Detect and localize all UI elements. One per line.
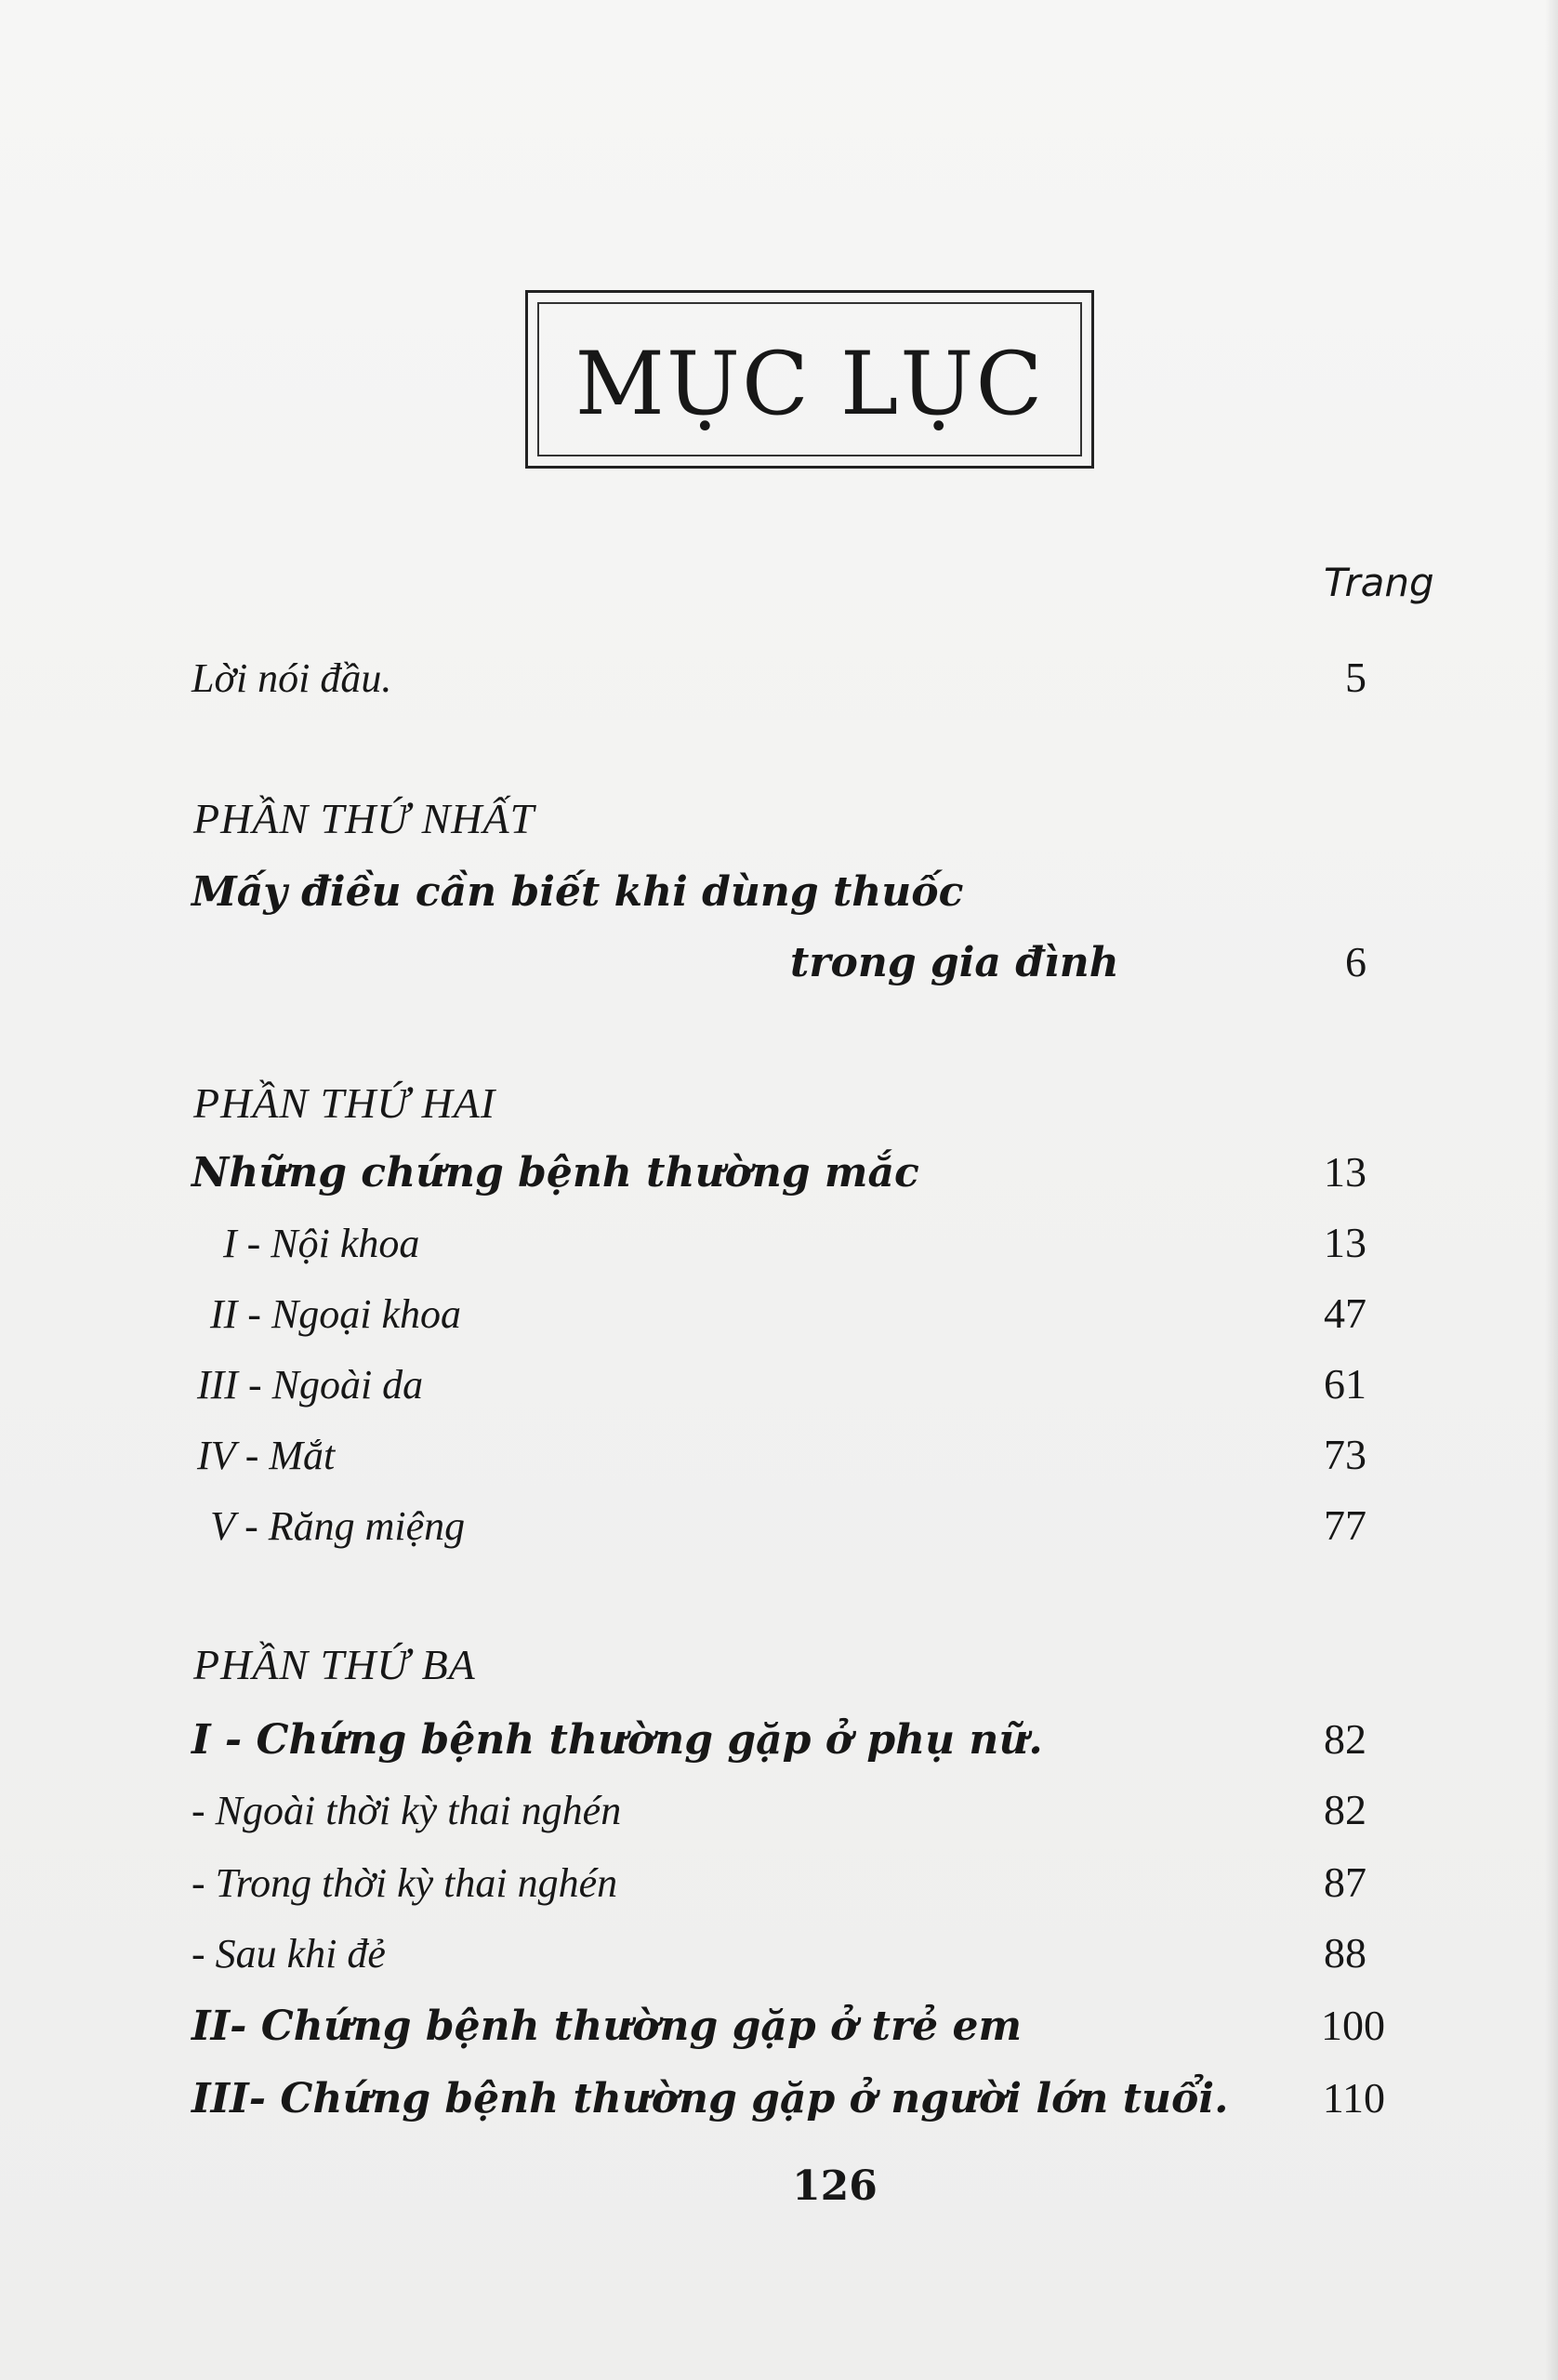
toc-entry: - Sau khi đẻ: [191, 1931, 386, 1977]
toc-entry: I - Chứng bệnh thường gặp ở phụ nữ.: [191, 1716, 1043, 1764]
toc-page-number: 82: [1324, 1786, 1367, 1833]
toc-page-number: 6: [1345, 938, 1367, 985]
page-title: MỤC LỤC: [574, 334, 1045, 435]
page-column-header: Trang: [1324, 560, 1434, 605]
toc-page-number: 13: [1324, 1148, 1367, 1196]
toc-entry: Mấy điều cần biết khi dùng thuốc: [191, 868, 964, 916]
toc-part-heading: PHẦN THỨ BA: [193, 1641, 476, 1688]
page-edge-shadow: [1545, 0, 1558, 2380]
toc-entry: Lời nói đầu.: [191, 655, 392, 701]
toc-page-number: 87: [1324, 1858, 1367, 1906]
toc-page-number: 100: [1321, 2002, 1385, 2049]
toc-page-number: 88: [1324, 1929, 1367, 1977]
toc-entry: II - Ngoại khoa: [210, 1291, 462, 1337]
toc-entry: trong gia đình: [790, 939, 1119, 986]
toc-entry: I - Nội khoa: [223, 1221, 420, 1266]
toc-entry: - Ngoài thời kỳ thai nghén: [191, 1788, 622, 1833]
title-frame: [525, 290, 1094, 469]
toc-entry: III - Ngoài da: [197, 1362, 424, 1408]
toc-page-number: 5: [1345, 654, 1367, 701]
toc-page-number: 13: [1324, 1219, 1367, 1266]
toc-entry: IV - Mắt: [197, 1433, 336, 1478]
toc-entry: - Trong thời kỳ thai nghén: [191, 1860, 618, 1906]
footer-page-number: 126: [792, 2162, 878, 2210]
toc-part-heading: PHẦN THỨ NHẤT: [193, 795, 535, 842]
toc-page-number: 47: [1324, 1289, 1367, 1337]
toc-entry: II- Chứng bệnh thường gặp ở trẻ em: [191, 2003, 1022, 2050]
toc-page-number: 77: [1324, 1501, 1367, 1549]
toc-part-heading: PHẦN THỨ HAI: [193, 1079, 496, 1127]
toc-page-number: 82: [1324, 1715, 1367, 1763]
toc-entry: III- Chứng bệnh thường gặp ở người lớn tuổi.: [191, 2075, 1229, 2122]
toc-entry: Những chứng bệnh thường mắc: [191, 1149, 919, 1197]
toc-page-number: 73: [1324, 1431, 1367, 1478]
toc-page-number: 110: [1322, 2074, 1385, 2122]
toc-entry: V - Răng miệng: [210, 1503, 466, 1549]
toc-page-number: 61: [1324, 1360, 1367, 1408]
